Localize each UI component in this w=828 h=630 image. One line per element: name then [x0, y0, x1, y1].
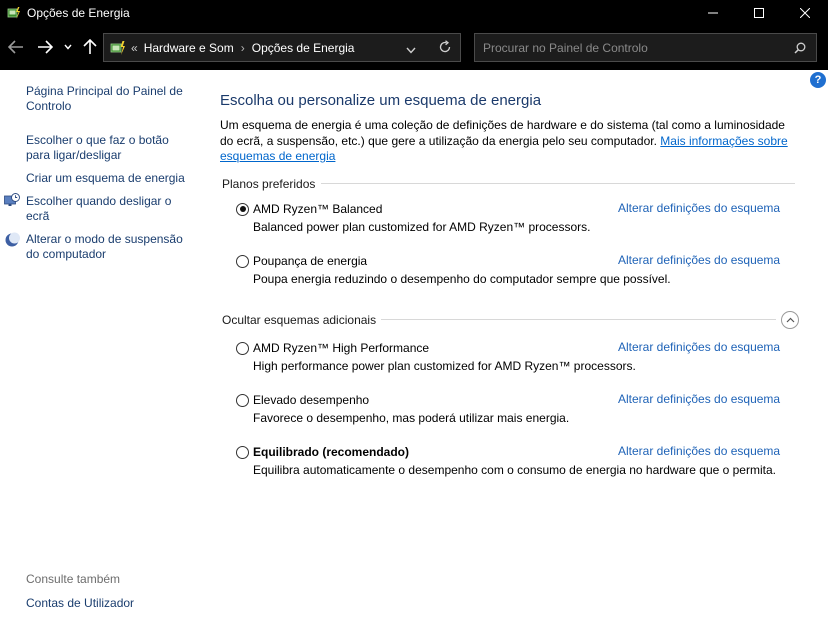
plan-radio-amd-ryzen-high-performance[interactable] — [236, 342, 249, 355]
address-dropdown-button[interactable] — [406, 43, 416, 57]
collapse-additional-plans-button[interactable] — [781, 311, 799, 329]
left-pane — [0, 70, 205, 630]
plan-name[interactable]: Elevado desempenho — [253, 393, 370, 407]
plan-radio-poupanca-de-energia[interactable] — [236, 255, 249, 268]
sidebar-item-display-off[interactable]: Escolher quando desligar o ecrã — [26, 194, 172, 223]
sidebar-item-sleep-settings[interactable]: Alterar o modo de suspensão do computador — [26, 232, 183, 261]
chevron-down-icon — [64, 44, 72, 50]
additional-plans-header[interactable]: Ocultar esquemas adicionais — [222, 313, 377, 327]
change-plan-settings-link[interactable]: Alterar definições do esquema — [618, 392, 781, 406]
sidebar-item-control-panel-home[interactable]: Página Principal do Painel de Controlo — [26, 84, 183, 113]
plan-radio-elevado-desempenho[interactable] — [236, 394, 249, 407]
address-bar[interactable] — [103, 33, 461, 62]
page-title: Escolha ou personalize um esquema de energia — [220, 92, 542, 109]
plan-name[interactable]: AMD Ryzen™ High Performance — [253, 341, 430, 355]
additional-plans-divider — [381, 319, 776, 320]
plan-description: Balanced power plan customized for AMD Ryzen™ processors. — [253, 220, 591, 234]
plan-description: High performance power plan customized for AMD Ryzen™ processors. — [253, 359, 636, 373]
change-plan-settings-link[interactable]: Alterar definições do esquema — [618, 253, 781, 267]
plan-name[interactable]: Poupança de energia — [253, 254, 368, 268]
chevron-down-icon — [406, 47, 416, 54]
search-input[interactable] — [483, 41, 783, 55]
power-plan-equilibrado — [236, 444, 796, 477]
main-content — [205, 70, 828, 630]
more-info-link[interactable]: Mais informações sobre esquemas de energia — [220, 133, 788, 163]
close-button[interactable] — [782, 0, 828, 26]
see-also-heading: Consulte também — [26, 572, 121, 586]
plan-radio-equilibrado[interactable] — [236, 446, 249, 459]
change-plan-settings-link[interactable]: Alterar definições do esquema — [618, 444, 781, 458]
forward-button[interactable] — [35, 36, 55, 58]
minimize-button[interactable] — [690, 0, 736, 26]
help-icon[interactable]: ? — [810, 72, 826, 88]
refresh-button[interactable] — [438, 40, 452, 57]
monitor-clock-icon — [4, 193, 20, 209]
plan-description: Favorece o desempenho, mas poderá utilizar mais energia. — [253, 411, 570, 425]
breadcrumb-overflow[interactable]: « — [131, 40, 138, 55]
power-plan-amd-ryzen-balanced — [236, 201, 796, 234]
arrow-right-icon — [37, 40, 53, 54]
chevron-up-icon — [786, 317, 795, 323]
window-controls — [690, 0, 828, 26]
preferred-plans-header: Planos preferidos — [222, 177, 316, 191]
arrow-up-icon — [83, 39, 97, 55]
up-button[interactable] — [80, 36, 100, 58]
sidebar-item-power-button-action[interactable]: Escolher o que faz o botão para ligar/desligar — [26, 133, 169, 162]
plan-name[interactable]: Equilibrado (recomendado) — [253, 445, 410, 459]
recent-locations-button[interactable] — [61, 36, 75, 58]
moon-icon — [4, 232, 20, 248]
preferred-plans-divider — [321, 183, 795, 184]
sidebar-item-create-power-plan[interactable]: Criar um esquema de energia — [26, 171, 185, 185]
breadcrumb-opcoes-de-energia[interactable]: Opções de Energia — [251, 40, 355, 55]
title-bar — [0, 0, 828, 26]
power-plan-elevado-desempenho — [236, 392, 796, 425]
search-icon[interactable] — [794, 42, 806, 57]
search-box[interactable] — [474, 33, 817, 62]
refresh-icon — [438, 40, 452, 54]
window-title: Opções de Energia — [27, 6, 130, 20]
power-options-icon — [7, 6, 21, 20]
plan-description: Poupa energia reduzindo o desempenho do computador sempre que possível. — [253, 272, 671, 286]
power-plan-amd-ryzen-high-performance — [236, 340, 796, 373]
control-panel-icon — [110, 40, 126, 56]
breadcrumb-hardware-e-som[interactable]: Hardware e Som — [143, 40, 234, 55]
intro-text: Um esquema de energia é uma coleção de definições de hardware e do sistema (tal como a luminosidade do ecrã, a suspensão, etc.) que gere a utilização da energia pelo seu computador. — [220, 118, 785, 148]
back-button[interactable] — [6, 36, 26, 58]
change-plan-settings-link[interactable]: Alterar definições do esquema — [618, 201, 781, 215]
arrow-left-icon — [8, 40, 24, 54]
plan-description: Equilibra automaticamente o desempenho com o consumo de energia no hardware que o permita. — [253, 463, 776, 477]
breadcrumb-separator: › — [240, 40, 245, 55]
plan-name[interactable]: AMD Ryzen™ Balanced — [253, 202, 383, 216]
see-also-user-accounts[interactable]: Contas de Utilizador — [26, 596, 135, 610]
power-plan-poupanca-de-energia — [236, 253, 796, 286]
plan-radio-amd-ryzen-balanced[interactable] — [236, 203, 249, 216]
change-plan-settings-link[interactable]: Alterar definições do esquema — [618, 340, 781, 354]
maximize-button[interactable] — [736, 0, 782, 26]
intro-paragraph — [220, 118, 800, 165]
